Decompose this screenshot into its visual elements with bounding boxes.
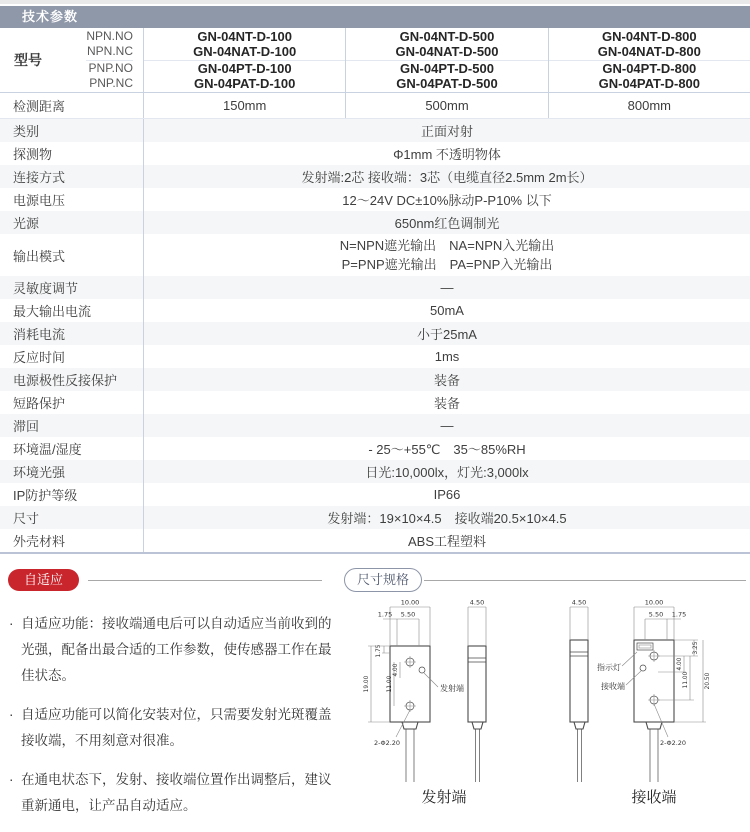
- pnp-type-group: [86, 61, 133, 93]
- spec-row: [0, 165, 750, 188]
- divider-line: [88, 580, 322, 581]
- type-label: NPN.NC: [86, 43, 133, 58]
- dim-label: 3.25: [693, 641, 699, 655]
- model-label-cell: [0, 28, 144, 92]
- spec-value: 装备: [433, 396, 460, 411]
- spec-row: [0, 276, 750, 299]
- section-title-tech-params: 技术参数: [0, 6, 750, 28]
- spec-value: 1ms: [434, 349, 460, 364]
- spec-row: [0, 299, 750, 322]
- spec-value: —: [440, 418, 454, 433]
- spec-value: 650nm红色调制光: [394, 216, 500, 231]
- spec-value: —: [440, 280, 454, 295]
- spec-table: [0, 28, 750, 554]
- spec-value: 小于25mA: [417, 327, 477, 342]
- bullet-item: · 自适应功能可以简化安装对位，只需要发射光斑覆盖接收端，不用刻意对很准。: [8, 702, 338, 754]
- dim-label: 20.50: [705, 672, 711, 690]
- spec-label: IP防护等级: [0, 483, 144, 506]
- model-number: GN-04NT-D-800: [602, 28, 697, 44]
- spec-value: 发射端:2芯 接收端：3芯（电缆直径2.5mm 2m长）: [301, 170, 593, 185]
- spec-row: [0, 437, 750, 460]
- emitter-lens-label: 发射端: [440, 684, 464, 693]
- dimension-spec-badge: 尺寸规格: [344, 568, 422, 592]
- dim-label: 1.75: [376, 644, 382, 658]
- bullet-item: · 自适应功能：接收端通电后可以自动适应当前收到的光强，配备出最合适的工作参数，使传感器工作在最佳状态。: [8, 611, 338, 689]
- spec-value: 日光:10,000lx，灯光:3,000lx: [365, 465, 529, 480]
- dim-label: 5.50: [648, 610, 664, 619]
- adaptive-bullets: [8, 611, 338, 832]
- type-label: NPN.NO: [86, 28, 133, 43]
- type-label: PNP.NC: [89, 76, 133, 91]
- spec-row: [0, 368, 750, 391]
- spec-row: [0, 345, 750, 368]
- dim-label: 11.00: [387, 675, 393, 693]
- spec-rows: [0, 93, 750, 552]
- dim-label: 19.00: [364, 675, 370, 693]
- dim-label: 4.50: [469, 598, 485, 607]
- output-mode-line2: P=PNP遮光输出 PA=PNP入光输出: [341, 257, 553, 272]
- spec-value: 装备: [433, 373, 460, 388]
- model-number: GN-04PT-D-800: [602, 61, 697, 77]
- spec-row: [0, 211, 750, 234]
- spec-label: 短路保护: [0, 391, 144, 414]
- receiver-front-view: [597, 599, 711, 783]
- model-number: GN-04PAT-D-500: [396, 76, 498, 92]
- spec-value: IP66: [433, 487, 461, 502]
- spec-value: 正面对射: [420, 124, 473, 139]
- model-number: GN-04NAT-D-100: [193, 43, 297, 59]
- receiver-lens-label: 接收端: [601, 682, 625, 691]
- spec-value: 800mm: [548, 93, 750, 118]
- spec-row: [0, 460, 750, 483]
- model-number: GN-04PT-D-100: [197, 61, 292, 77]
- spec-label: 环境光强: [0, 460, 144, 483]
- spec-label: 滞回: [0, 414, 144, 437]
- spec-value: 50mA: [430, 303, 464, 318]
- spec-label: 尺寸: [0, 506, 144, 529]
- dim-label: 4.00: [677, 657, 683, 671]
- spec-row: [0, 142, 750, 165]
- dim-label: 11.00: [683, 671, 689, 689]
- dim-label: 4.50: [571, 598, 587, 607]
- spec-row: [0, 483, 750, 506]
- spec-label: 检测距离: [0, 93, 144, 118]
- spec-label: 连接方式: [0, 165, 144, 188]
- model-column-100: [144, 28, 345, 92]
- dim-label: 1.75: [671, 610, 687, 619]
- dimension-drawings: [338, 596, 750, 807]
- model-row: [0, 28, 750, 93]
- spec-label: 反应时间: [0, 345, 144, 368]
- output-mode-line1: N=NPN遮光输出 NA=NPN入光输出: [339, 238, 555, 253]
- model-column-800: [548, 28, 750, 92]
- spec-row: [0, 188, 750, 211]
- spec-label: 外壳材料: [0, 529, 144, 552]
- spec-value: 12～24V DC±10%脉动P-P10% 以下: [342, 193, 552, 208]
- model-number: GN-04PAT-D-100: [193, 76, 296, 92]
- emitter-caption: 发射端: [421, 788, 467, 806]
- model-number: GN-04PT-D-500: [400, 61, 494, 77]
- spec-value: 发射端：19×10×4.5 接收端20.5×10×4.5: [327, 511, 567, 526]
- dim-label: 5.50: [400, 610, 416, 619]
- spec-row: [0, 529, 750, 552]
- dim-label: 10.00: [644, 598, 664, 607]
- model-column-500: [345, 28, 547, 92]
- spec-label: 最大输出电流: [0, 299, 144, 322]
- model-number: GN-04NAT-D-500: [395, 43, 499, 59]
- spec-label: 电源电压: [0, 188, 144, 211]
- emitter-side-view: [468, 599, 486, 783]
- spec-row: [0, 119, 750, 142]
- spec-label: 电源极性反接保护: [0, 368, 144, 391]
- spec-row: [0, 391, 750, 414]
- model-row-title: 型号: [14, 52, 42, 68]
- dim-label: 4.00: [393, 663, 399, 677]
- spec-value: ABS工程塑料: [407, 534, 486, 549]
- spec-label: 类别: [0, 119, 144, 142]
- spec-row: [0, 414, 750, 437]
- hole-callout: 2-Φ2.20: [660, 739, 687, 747]
- npn-type-group: [86, 28, 133, 61]
- spec-row-output-mode: [0, 234, 750, 276]
- model-number: GN-04PAT-D-800: [598, 76, 701, 92]
- spec-label: 灵敏度调节: [0, 276, 144, 299]
- spec-value: 500mm: [345, 93, 547, 118]
- type-label: PNP.NO: [88, 61, 133, 76]
- spec-label: 探测物: [0, 142, 144, 165]
- receiver-indicator-label: 指示灯: [597, 663, 621, 672]
- spec-row: [0, 506, 750, 529]
- spec-label: 消耗电流: [0, 322, 144, 345]
- spec-value: 150mm: [222, 98, 267, 113]
- spec-value: [144, 234, 750, 276]
- bullet-item: · 在通电状态下，发射、接收端位置作出调整后，建议重新通电，让产品自动适应。: [8, 767, 338, 819]
- receiver-caption: 接收端: [631, 788, 677, 806]
- spec-label: 光源: [0, 211, 144, 234]
- emitter-front-view: [364, 599, 464, 783]
- spec-value: - 25～+55℃ 35～85%RH: [368, 442, 526, 457]
- adaptive-badge: 自适应: [8, 569, 79, 591]
- hole-callout: 2-Φ2.20: [374, 739, 401, 747]
- divider-line: [424, 580, 746, 581]
- dim-label: 1.75: [377, 610, 393, 619]
- dim-label: 10.00: [400, 598, 420, 607]
- spec-row-detection-distance: [0, 93, 750, 119]
- model-number: GN-04NT-D-100: [197, 28, 292, 44]
- model-number: GN-04NT-D-500: [399, 28, 495, 44]
- receiver-side-view: [570, 599, 588, 783]
- spec-label: 环境温/湿度: [0, 437, 144, 460]
- top-strip: [0, 0, 750, 4]
- spec-row: [0, 322, 750, 345]
- spec-value: Φ1mm 不透明物体: [393, 147, 501, 162]
- spec-label: 输出模式: [0, 234, 144, 276]
- model-number: GN-04NAT-D-800: [597, 43, 701, 59]
- output-type-labels: [86, 28, 143, 92]
